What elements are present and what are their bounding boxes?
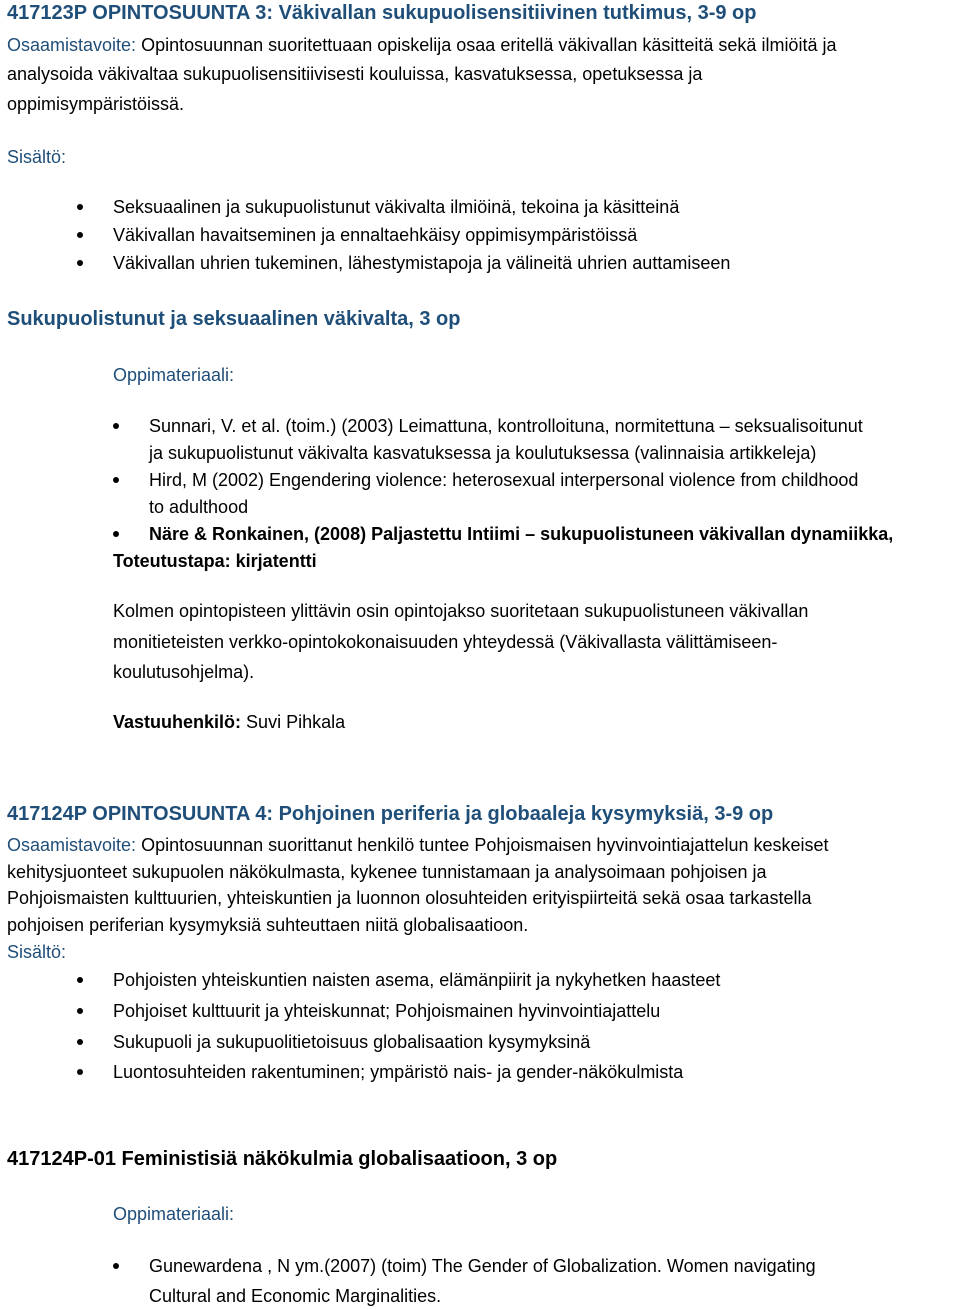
list-item-cont: to adulthood — [149, 497, 249, 517]
responsible-name: Suvi Pihkala — [246, 712, 346, 732]
method-label: Toteutustapa: kirjatentti — [113, 551, 317, 571]
list-item: Pohjoiset kulttuurit ja yhteiskunnat; Pohjoismainen hyvinvointiajattelu — [113, 1001, 661, 1021]
description-line: Kolmen opintopisteen ylittävin osin opintojakso suoritetaan sukupuolistuneen väkivallan — [113, 601, 809, 621]
bullet-icon — [77, 1069, 83, 1075]
list-item: Seksuaalinen ja sukupuolistunut väkivalta ilmiöinä, tekoina ja käsitteinä — [113, 197, 680, 217]
goal-line: Pohjoismaisten kulttuurien, yhteiskuntien ja luonnon olosuhteiden erityispiirteitä sekä osaa tarkastella — [7, 888, 812, 908]
responsible-line — [113, 713, 345, 731]
list-item: Pohjoisten yhteiskuntien naisten asema, elämänpiirit ja nykyhetken haasteet — [113, 970, 721, 990]
goal-label: Osaamistavoite: — [7, 835, 137, 855]
bullet-icon — [77, 232, 83, 238]
goal-text: Opintosuunnan suoritettuaan opiskelija osaa eritellä väkivallan käsitteitä sekä ilmiöitä ja — [141, 35, 837, 55]
goal-text: Opintosuunnan suorittanut henkilö tuntee Pohjoismaisen hyvinvointiajattelun keskeiset — [141, 835, 829, 855]
section-heading: 417124P OPINTOSUUNTA 4: Pohjoinen periferia ja globaaleja kysymyksiä, 3-9 op — [7, 803, 774, 825]
goal-label: Osaamistavoite: — [7, 35, 137, 55]
bullet-icon — [113, 531, 119, 537]
bullet-icon — [77, 977, 83, 983]
list-item: Sunnari, V. et al. (toim.) (2003) Leimattuna, kontrolloituna, normitettuna – seksualisoitunut — [149, 416, 863, 436]
bullet-icon — [113, 423, 119, 429]
list-item: Gunewardena , N ym.(2007) (toim) The Gender of Globalization. Women navigating — [149, 1256, 816, 1276]
goal-line: oppimisympäristöissä. — [7, 94, 185, 114]
responsible-label: Vastuuhenkilö: — [113, 712, 242, 732]
list-item: Hird, M (2002) Engendering violence: heterosexual interpersonal violence from childhood — [149, 470, 859, 490]
list-item: Väkivallan uhrien tukeminen, lähestymistapoja ja välineitä uhrien auttamiseen — [113, 253, 731, 273]
bullet-icon — [113, 477, 119, 483]
goal-line — [7, 36, 836, 54]
list-item-cont: Cultural and Economic Marginalities. — [149, 1286, 442, 1306]
list-item: Sukupuoli ja sukupuolitietoisuus globalisaation kysymyksinä — [113, 1032, 591, 1052]
goal-line: analysoida väkivaltaa sukupuolisensitiivisesti kouluissa, kasvatuksessa, opetuksessa ja — [7, 64, 703, 84]
description-line: koulutusohjelma). — [113, 662, 255, 682]
bullet-icon — [77, 1039, 83, 1045]
course-heading: 417124P-01 Feministisiä näkökulmia globalisaatioon, 3 op — [7, 1148, 558, 1170]
content-label: Sisältö: — [7, 942, 67, 962]
goal-line — [7, 836, 829, 854]
goal-line: pohjoisen periferian kysymyksiä suhteuttaen niitä globalisaatioon. — [7, 915, 529, 935]
materials-label: Oppimateriaali: — [113, 365, 235, 385]
course-heading: Sukupuolistunut ja seksuaalinen väkivalta, 3 op — [7, 308, 461, 330]
bullet-icon — [113, 1263, 119, 1269]
content-label: Sisältö: — [7, 147, 67, 167]
list-item: Väkivallan havaitseminen ja ennaltaehkäisy oppimisympäristöissä — [113, 225, 638, 245]
materials-label: Oppimateriaali: — [113, 1204, 235, 1224]
bullet-icon — [77, 1008, 83, 1014]
bullet-icon — [77, 260, 83, 266]
list-item-cont: ja sukupuolistunut väkivalta kasvatuksessa ja koulutuksessa (valinnaisia artikkeleja) — [149, 443, 817, 463]
description-line: monitieteisten verkko-opintokokonaisuuden yhteydessä (Väkivallasta välittämiseen- — [113, 632, 778, 652]
section-heading: 417123P OPINTOSUUNTA 3: Väkivallan sukupuolisensitiivinen tutkimus, 3-9 op — [7, 2, 757, 24]
list-item: Luontosuhteiden rakentuminen; ympäristö nais- ja gender-näkökulmista — [113, 1062, 684, 1082]
list-item: Näre & Ronkainen, (2008) Paljastettu Intiimi – sukupuolistuneen väkivallan dynamiikka, — [149, 524, 894, 544]
goal-line: kehitysjuonteet sukupuolen näkökulmasta, kykenee tunnistamaan ja analysoimaan pohjoisen ja — [7, 862, 767, 882]
bullet-icon — [77, 204, 83, 210]
